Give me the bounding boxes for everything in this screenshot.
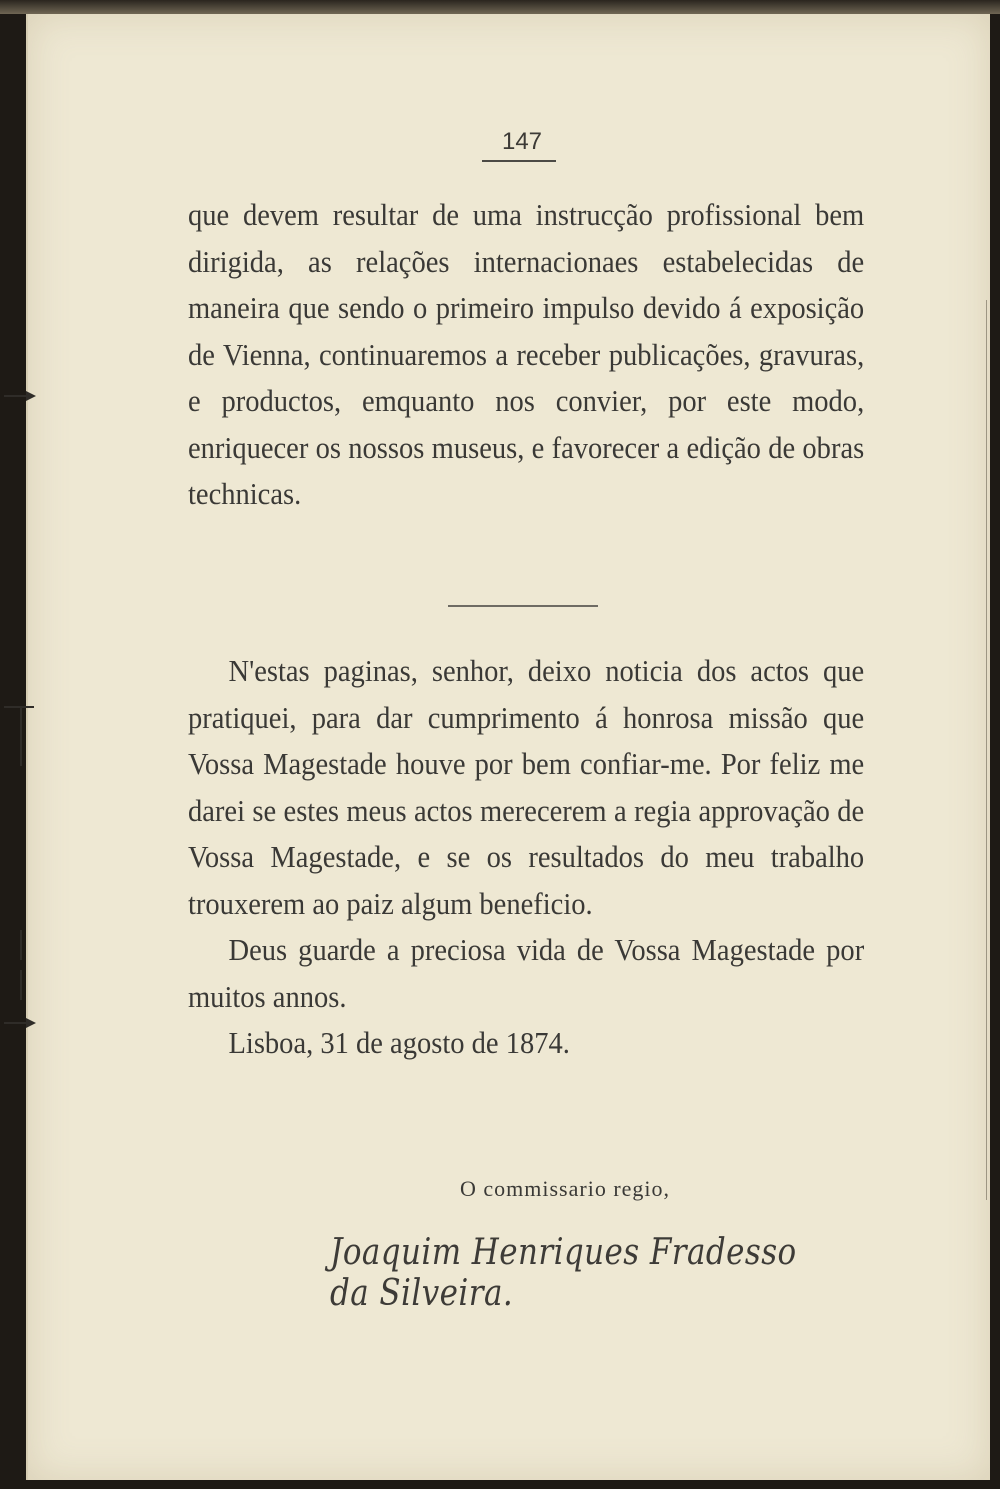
margin-arrow-1	[26, 391, 36, 401]
margin-line-2	[20, 706, 22, 766]
date-line: Lisboa, 31 de agosto de 1874.	[228, 1025, 570, 1060]
scan-top-edge	[0, 0, 1000, 14]
paragraph-continuation	[188, 192, 864, 518]
margin-line-3	[20, 930, 22, 960]
margin-line-4	[20, 970, 22, 1000]
right-edge-line	[986, 300, 987, 1200]
paragraph-1-text: que devem resultar de uma instrucção profissional bem dirigida, as relações internacionaes estabelecidas de maneira que sendo o primeiro impulso devido á exposição de Vienna, continuaremos a receber publicações, gravuras, e productos, emquanto nos convier, por este modo, enriquecer os nossos museus, e favorecer a edição de obras technicas.	[188, 197, 865, 511]
closing-section	[188, 648, 864, 1067]
section-divider	[448, 605, 598, 607]
page-number: 147	[501, 128, 543, 155]
page-number-rule	[482, 160, 556, 162]
paragraph-3-text: Deus guarde a preciosa vida de Vossa Magestade por muitos annos.	[188, 932, 865, 1014]
signature: Joaquim Henriques Fradesso da Silveira.	[330, 1232, 797, 1314]
margin-arrow-3	[26, 1018, 36, 1028]
paragraph-2-text: N'estas paginas, senhor, deixo noticia dos actos que pratiquei, para dar cumprimento á honrosa missão que Vossa Magestade houve por bem confiar-me. Por feliz me darei se estes meus actos merecerem a regia approvação de Vossa Magestade, e se os resultados do meu trabalho trouxerem ao paiz algum beneficio.	[188, 653, 865, 921]
margin-mark-2	[4, 706, 34, 708]
closing-title: O commissario regio,	[460, 1176, 671, 1201]
